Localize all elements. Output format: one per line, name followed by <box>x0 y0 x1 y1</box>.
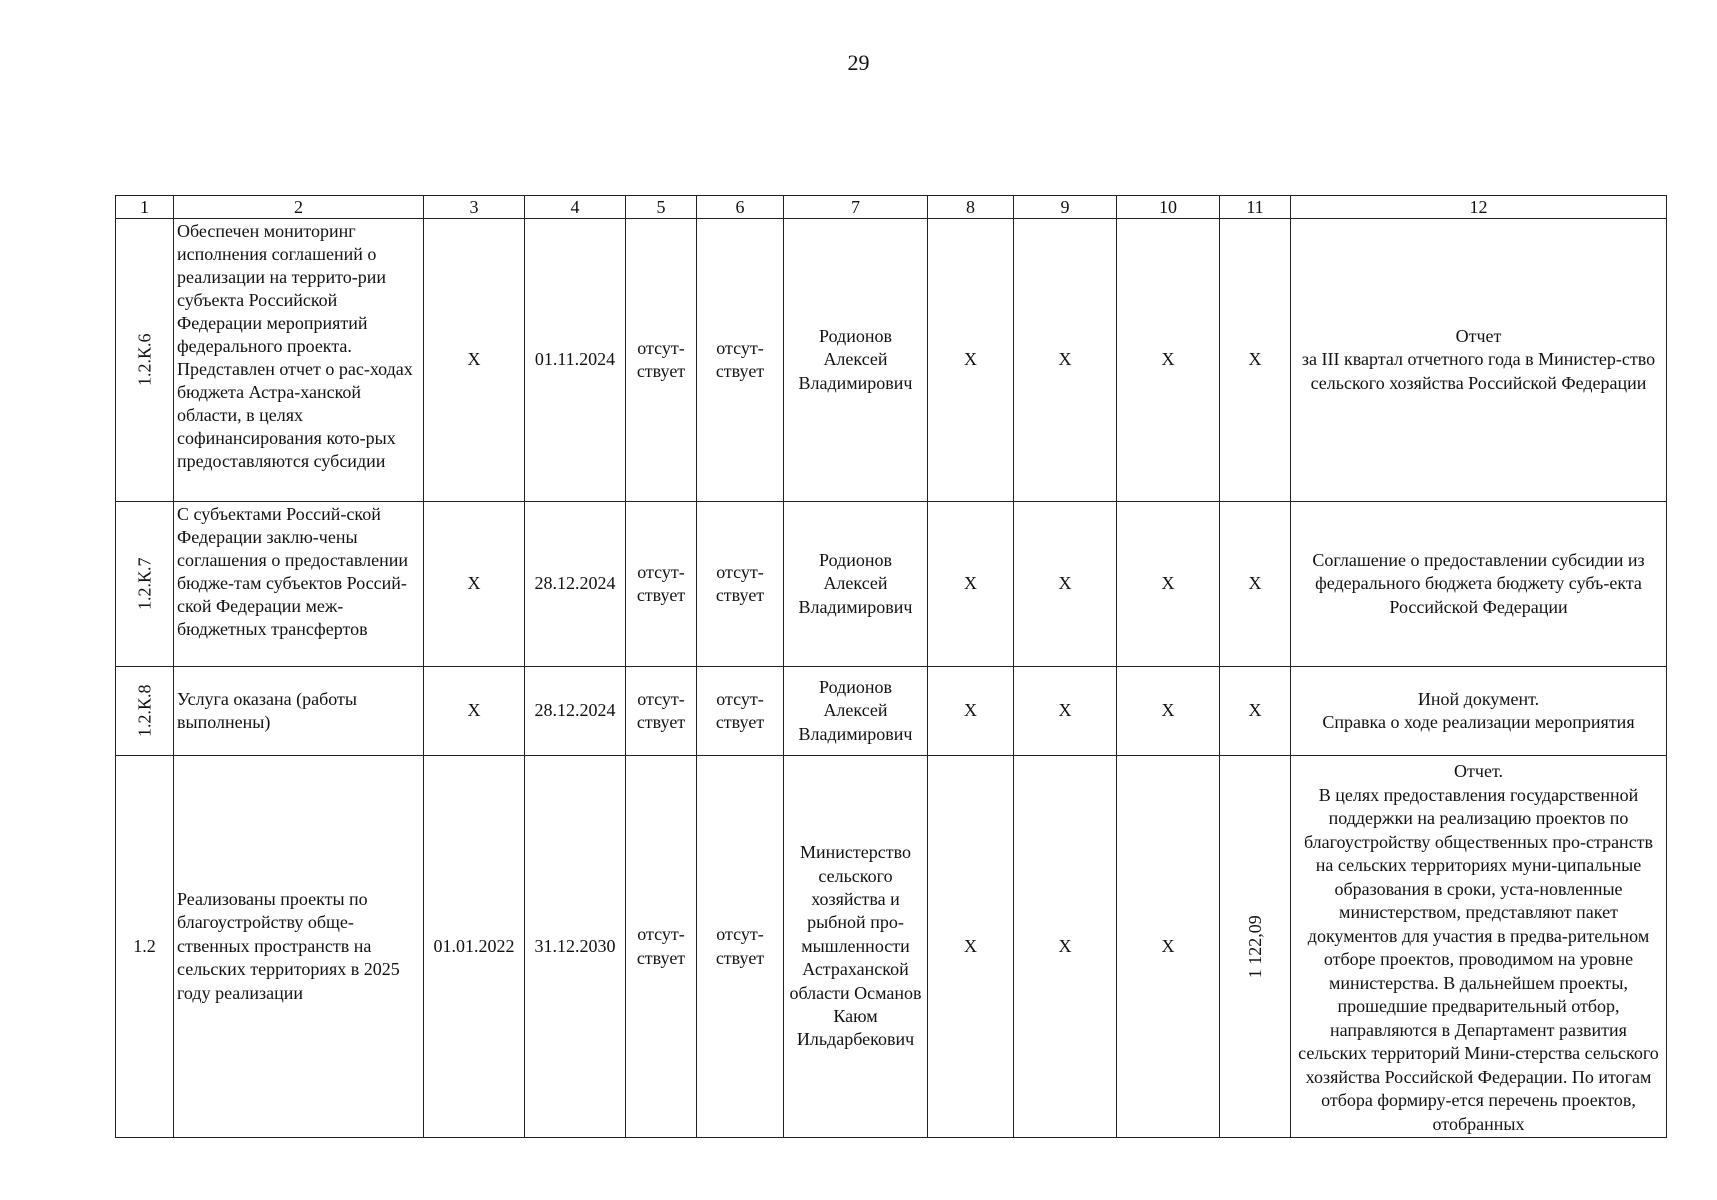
row-id: 1.2.К.7 <box>134 557 155 611</box>
header-cell: 9 <box>1014 196 1117 219</box>
document-body: В целях предоставления государственной поддержки на реализацию проектов по благоустройству общественных про-странств на сельских территориях муни-ципальные образования в сроки, уста-новленные министерством, представляют пакет документов для участия в предва-рительном отборе проектов, проводимом на уровне министерства. В дальнейшем проекты, прошедшие предварительный отбор, направляются в Департамент развития сельских территорий Мини-стерства сельского хозяйства Российской Федерации. По итогам отбора формиру-ется перечень проектов, отобранных <box>1298 784 1659 1134</box>
cell-col6: отсут-ствует <box>697 756 784 1138</box>
document-title: Отчет <box>1455 325 1502 346</box>
cell-col5: отсут-ствует <box>626 219 697 502</box>
row-id-cell <box>116 502 174 667</box>
cell-col6: отсут-ствует <box>697 667 784 756</box>
header-cell: 5 <box>626 196 697 219</box>
row-description: С субъектами Россий-ской Федерации заклю-чены соглашения о предоставлении бюдже-там субъектов Россий-ской Федерации меж-бюджетных трансфертов <box>174 502 424 667</box>
cell-responsible: Министерство сельского хозяйства и рыбной про-мышленности Астраханской области Османов Каюм Ильдарбекович <box>784 756 928 1138</box>
header-cell: 7 <box>784 196 928 219</box>
table-row <box>116 502 1667 667</box>
cell-start-date: 01.01.2022 <box>424 756 525 1138</box>
cell-col9: X <box>1014 667 1117 756</box>
page-number: 29 <box>847 50 870 75</box>
document-body: Соглашение о предоставлении субсидии из федерального бюджета бюджету субъ-екта Российской Федерации <box>1312 549 1645 617</box>
header-cell: 1 <box>116 196 174 219</box>
header-cell: 3 <box>424 196 525 219</box>
row-description: Услуга оказана (работы выполнены) <box>174 667 424 756</box>
row-id-cell <box>116 219 174 502</box>
cell-col9: X <box>1014 756 1117 1138</box>
cell-col10: X <box>1117 667 1220 756</box>
header-cell: 2 <box>174 196 424 219</box>
row-id: 1.2.К.8 <box>134 684 155 738</box>
cell-col6: отсут-ствует <box>697 502 784 667</box>
table-row <box>116 667 1667 756</box>
cell-date: 28.12.2024 <box>525 667 626 756</box>
cell-document <box>1291 756 1667 1138</box>
cell-date: 01.11.2024 <box>525 219 626 502</box>
cell-col10: X <box>1117 502 1220 667</box>
header-cell: 4 <box>525 196 626 219</box>
cell-col9: X <box>1014 219 1117 502</box>
table-row <box>116 756 1667 1138</box>
cell-document <box>1291 502 1667 667</box>
cell-responsible: Родионов Алексей Владимирович <box>784 667 928 756</box>
header-cell: 8 <box>928 196 1014 219</box>
row-description: Реализованы проекты по благоустройству обще-ственных пространств на сельских территориях в 2025 году реализации <box>174 756 424 1138</box>
document-table <box>115 195 1667 1138</box>
row-description: Обеспечен мониторинг исполнения соглашений о реализации на террито-рии субъекта Российской Федерации мероприятий федерального проекта. Представлен отчет о рас-ходах бюджета Астра-ханской области, в целях софинансирования кото-рых предоставляются субсидии <box>174 219 424 502</box>
cell-col11: X <box>1220 502 1291 667</box>
cell-col11: X <box>1220 219 1291 502</box>
header-cell: 12 <box>1291 196 1667 219</box>
row-id: 1.2.К.6 <box>134 333 155 387</box>
cell-col8: X <box>928 502 1014 667</box>
cell-col8: X <box>928 667 1014 756</box>
cell-col8: X <box>928 756 1014 1138</box>
cell-col9: X <box>1014 502 1117 667</box>
header-cell: 6 <box>697 196 784 219</box>
cell-col3: X <box>424 667 525 756</box>
document-body: за III квартал отчетного года в Министер-ство сельского хозяйства Российской Федерации <box>1301 349 1656 393</box>
header-cell: 11 <box>1220 196 1291 219</box>
cell-col3: X <box>424 219 525 502</box>
cell-responsible: Родионов Алексей Владимирович <box>784 502 928 667</box>
cell-document <box>1291 667 1667 756</box>
cell-col10: X <box>1117 756 1220 1138</box>
cell-col6: отсут-ствует <box>697 219 784 502</box>
cell-col11: X <box>1220 667 1291 756</box>
row-id-cell <box>116 667 174 756</box>
cell-col3: X <box>424 502 525 667</box>
cell-col10: X <box>1117 219 1220 502</box>
cell-document <box>1291 219 1667 502</box>
cell-col5: отсут-ствует <box>626 667 697 756</box>
cell-responsible: Родионов Алексей Владимирович <box>784 219 928 502</box>
header-cell: 10 <box>1117 196 1220 219</box>
cell-date: 28.12.2024 <box>525 502 626 667</box>
table-row <box>116 219 1667 502</box>
amount-value: 1 122,09 <box>1244 914 1265 978</box>
row-id-cell: 1.2 <box>116 756 174 1138</box>
cell-col5: отсут-ствует <box>626 502 697 667</box>
header-row <box>116 196 1667 219</box>
document-title: Иной документ. <box>1417 688 1540 709</box>
cell-col5: отсут-ствует <box>626 756 697 1138</box>
cell-date: 31.12.2030 <box>525 756 626 1138</box>
document-title: Отчет. <box>1454 761 1503 781</box>
cell-amount <box>1220 756 1291 1138</box>
document-body: Справка о ходе реализации мероприятия <box>1322 712 1635 732</box>
cell-col8: X <box>928 219 1014 502</box>
